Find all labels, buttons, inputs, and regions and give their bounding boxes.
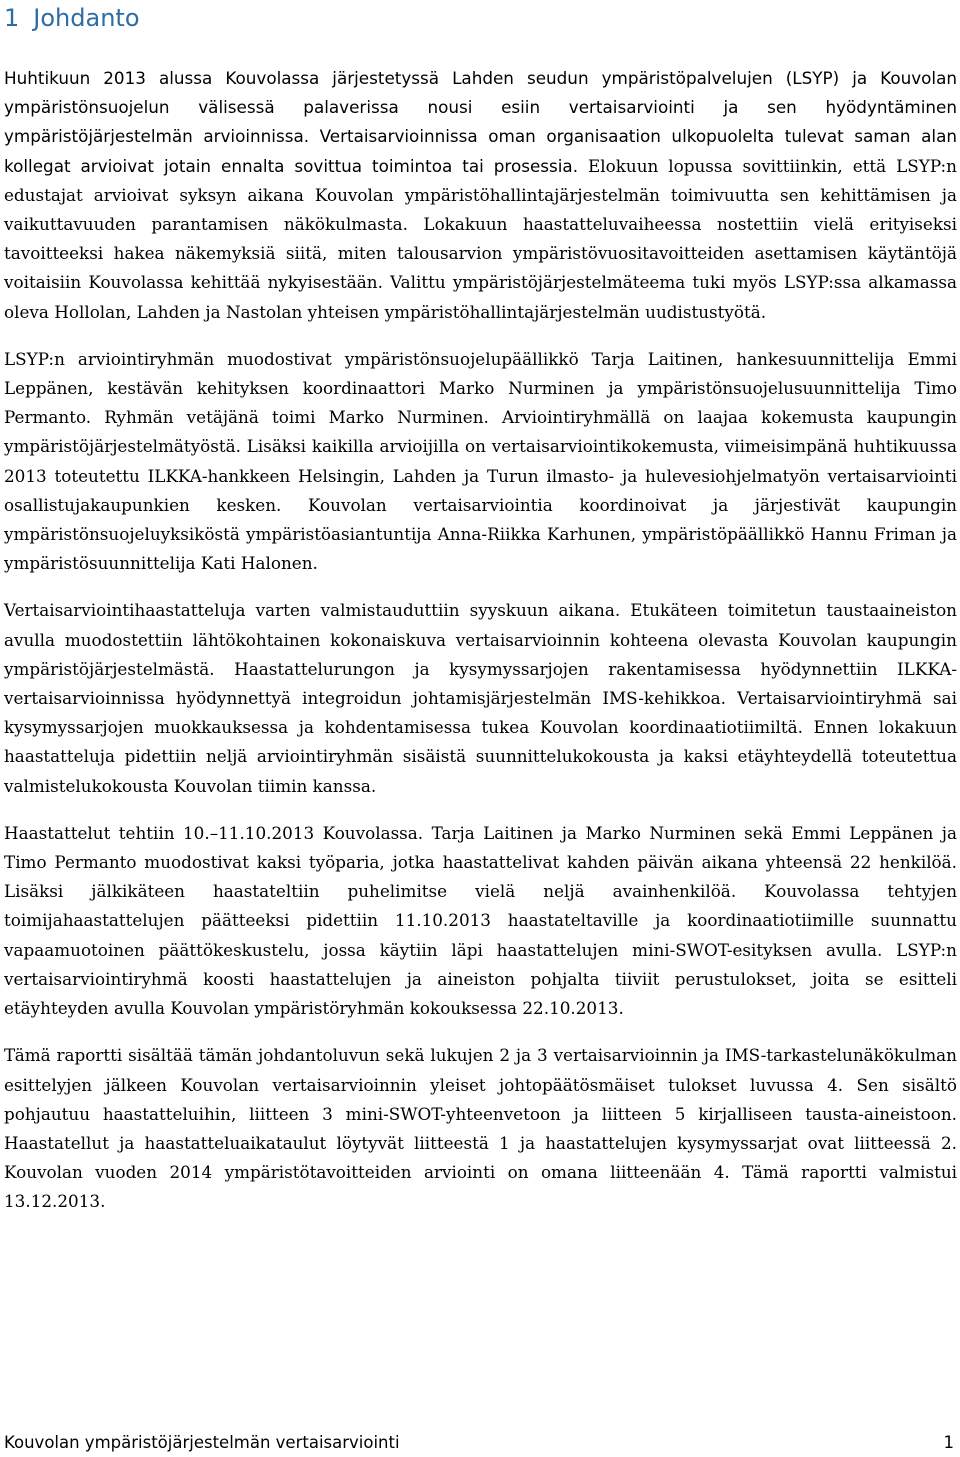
section-heading (4, 0, 140, 36)
section-title: Johdanto (33, 4, 140, 32)
paragraph-intro-run-1: Huhtikuun 2013 alussa Kouvolassa järjestetyssä Lahden seudun ympäristöpalvelujen (LSYP) ja Kouvolan ympäristönsuojelun välisessä palaverissa nousi esiin vertaisarviointi ja sen hyödyntäminen ympäristöjärjestelmän arvioinnissa. Vertaisarvioinnissa oman organisaation ulkopuolelta tulevat saman alan kollegat arvioivat jotain ennalta sovittua toimintoa tai prosessia. (4, 68, 957, 176)
paragraph-interviews: Haastattelut tehtiin 10.–11.10.2013 Kouvolassa. Tarja Laitinen ja Marko Nurminen sekä Emmi Leppänen ja Timo Permanto muodostivat kaksi työparia, jotka haastattelivat kahden päivän aikana yhteensä 22 henkilöä. Lisäksi jälkikäteen haastateltiin puhelimitse vielä neljä avainhenkilöä. Kouvolassa tehtyjen toimijahaastattelujen päätteeksi pidettiin 11.10.2013 haastateltaville ja koordinaatiotiimille suunnattu vapaamuotoinen päättökeskustelu, jossa käytiin läpi haastattelujen mini-SWOT-esityksen avulla. LSYP:n vertaisarviointiryhmä koosti haastattelujen ja aineiston pohjalta tiiviit perustulokset, joita se esitteli etäyhteyden avulla Kouvolan ympäristöryhmän kokouksessa 22.10.2013. (4, 822, 957, 1019)
paragraph-evaluation-team: LSYP:n arviointiryhmän muodostivat ympäristönsuojelupäällikkö Tarja Laitinen, hankesuunnittelija Emmi Leppänen, kestävän kehityksen koordinaattori Marko Nurminen ja ympäristönsuojelusuunnittelija Timo Permanto. Ryhmän vetäjänä toimi Marko Nurminen. Arviointiryhmällä on laajaa kokemusta kaupungin ympäristöjärjestelmätyöstä. Lisäksi kaikilla arvioijilla on vertaisarviointikokemusta, viimeisimpänä huhtikuussa 2013 toteutettu ILKKA-hankkeen Helsingin, Lahden ja Turun ilmasto- ja hulevesiohjelmatyön vertaisarviointi osallistujakaupunkien kesken. Kouvolan vertaisarviointia koordinoivat ja järjestivät kaupungin ympäristönsuojeluyksiköstä ympäristöasiantuntija Anna-Riikka Karhunen, ympäristöpäällikkö Hannu Friman ja ympäristösuunnittelija Kati Halonen. (4, 348, 957, 574)
page-number: 1 (943, 1433, 954, 1452)
page-footer (4, 1428, 954, 1457)
body-text (4, 64, 957, 1235)
paragraph-report-structure: Tämä raportti sisältää tämän johdantoluvun sekä lukujen 2 ja 3 vertaisarvioinnin ja IMS-tarkastelunäkökulman esittelyjen jälkeen Kouvolan vertaisarvioinnin yleiset johtopäätösmäiset tulokset luvussa 4. Sen sisältö pohjautuu haastatteluihin, liitteen 3 mini-SWOT-yhteenvetoon ja liitteen 5 kirjalliseen tausta-aineistoon. Haastatellut ja haastatteluaikataulut löytyvät liitteestä 1 ja haastattelujen kysymyssarjat ovat liitteessä 2. Kouvolan vuoden 2014 ympäristötavoitteiden arviointi on omana liitteenään 4. Tämä raportti valmistui 13.12.2013. (4, 1045, 957, 1212)
paragraph-intro-run-2: Elokuun lopussa sovittiinkin, että LSYP:n edustajat arvioivat syksyn aikana Kouvolan ympäristöhallintajärjestelmän toimivuutta sen kehittämisen ja vaikuttavuuden parantamisen näkökulmasta. Lokakuun haastatteluvaiheessa nostettiin vielä erityiseksi tavoitteeksi hakea näkemyksiä siitä, miten talousarvion ympäristövuositavoitteiden asettamisen käytäntöjä voitaisiin Kouvolassa kehittää nykyisestään. Valittu ympäristöjärjestelmäteema tuki myös LSYP:ssa alkamassa oleva Hollolan, Lahden ja Nastolan yhteisen ympäristöhallintajärjestelmän uudistustyötä. (4, 155, 957, 322)
footer-title: Kouvolan ympäristöjärjestelmän vertaisarviointi (4, 1433, 400, 1452)
section-number: 1 (4, 4, 20, 32)
paragraph-preparation: Vertaisarviointihaastatteluja varten valmistauduttiin syyskuun aikana. Etukäteen toimitetun taustaaineiston avulla muodostettiin lähtökohtainen kokonaiskuva vertaisarvioinnin kohteena olevasta Kouvolan kaupungin ympäristöjärjestelmästä. Haastattelurungon ja kysymyssarjojen rakentamisessa hyödynnettiin ILKKA-vertaisarvioinnissa hyödynnettyä integroidun johtamisjärjestelmän IMS-kehikkoa. Vertaisarviointiryhmä sai kysymyssarjojen muokkauksessa ja kohdentamisessa tukea Kouvolan koordinaatiotiimiltä. Ennen lokakuun haastatteluja pidettiin neljä arviointiryhmän sisäistä suunnittelukokousta ja kaksi etäyhteydellä toteutettua valmistelukokousta Kouvolan tiimin kanssa. (4, 600, 957, 796)
paragraph-intro (4, 64, 957, 327)
